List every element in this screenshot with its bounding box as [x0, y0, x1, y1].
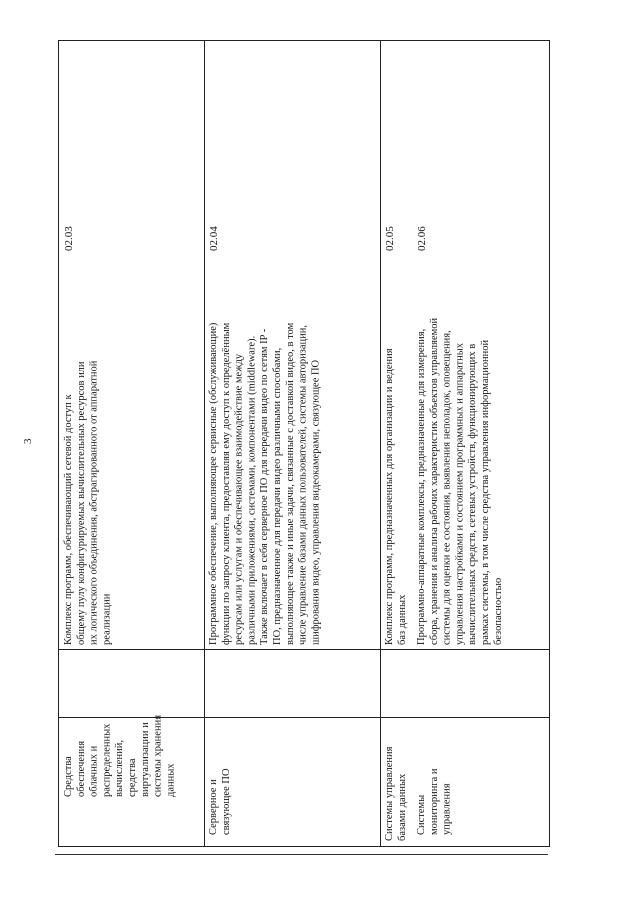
category-name: Системы управления базами данных	[384, 746, 408, 841]
category-description: Программно-аппаратные комплексы, предназначенные для измерения, сбора, хранения и анализа рабочих характеристик объектов управляемой системы для оценки ее состояния, выявления неполадок, оповещения, управления настройками и состоянием программных и аппаратных вычислительных средств, сетевых устройств, функционирующих в рамках системы, в том числе средства управления информационной безопасностью	[416, 317, 504, 645]
classification-table	[58, 40, 550, 847]
category-name: Средства обеспечения облачных и распределенных вычислений, средства виртуализации и системы хранения данных	[63, 714, 177, 797]
bottom-rule	[55, 854, 548, 855]
category-name: Серверное и связующее ПО	[208, 768, 232, 835]
column-divider	[204, 41, 205, 846]
category-code: 02.05	[384, 226, 396, 251]
category-description: Комплекс программ, обеспечивающий сетевой доступ к общему пулу конфигурируемых вычислительных ресурсов или их логического объединения, абстрагированного от аппаратной реализации	[63, 360, 113, 645]
category-code: 02.04	[208, 226, 220, 251]
category-code: 02.03	[63, 226, 75, 251]
category-description: Программное обеспечение, выполняющее сервисные (обслуживающие) функции по запросу клиента, предоставляя ему доступ к определённым ресурсам или услугам и обеспечивающее взаимодействие между различными приложениями, системами, компонентами (middleware). Также включает в себя серверное ПО для передачи видео по сетям IP - ПО, предназначенное для передачи видео различными способами, выполняющее также и иные задачи, связанные с доставкой видео, в том числе управление базами данных пользователей, системы авторизации, шифрования видео, управления видеокамерами, связующее ПО	[208, 322, 322, 645]
category-code: 02.06	[416, 226, 428, 251]
row-divider	[59, 649, 549, 650]
category-name: Системы мониторинга и управления	[416, 768, 453, 835]
page-number: 3	[22, 438, 34, 444]
column-divider	[380, 41, 381, 846]
category-description: Комплекс программ, предназначенных для организации и ведения баз данных	[384, 348, 408, 645]
